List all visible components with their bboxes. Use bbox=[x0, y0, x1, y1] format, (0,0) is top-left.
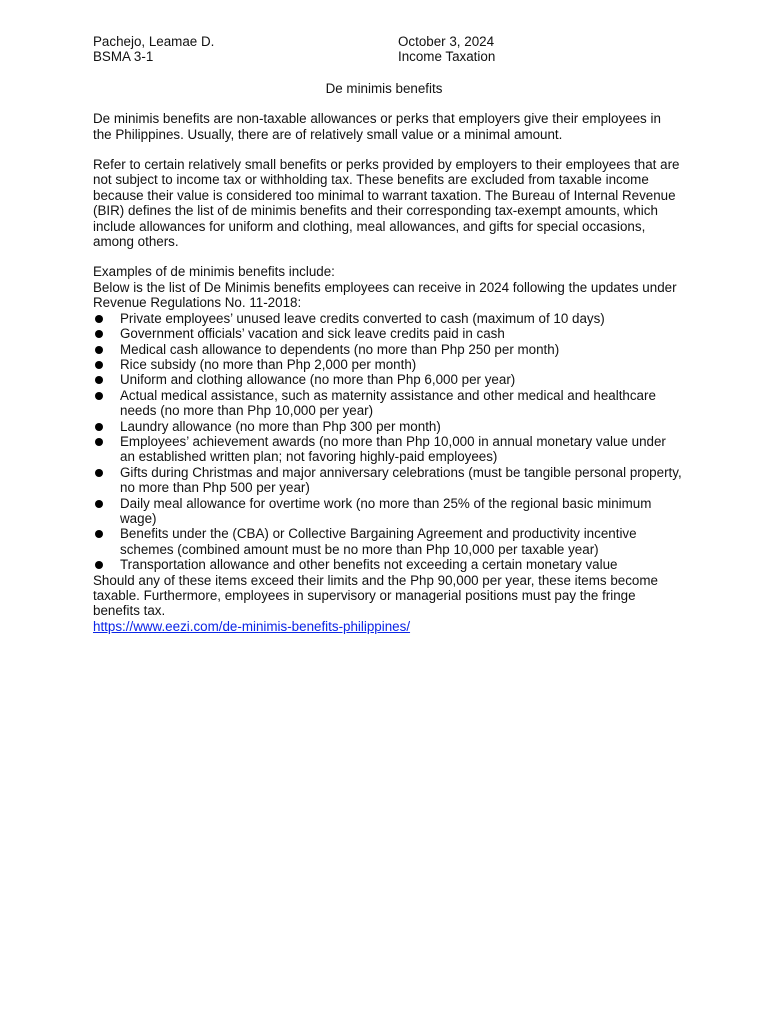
bullet-icon bbox=[95, 469, 103, 477]
list-item bbox=[93, 434, 683, 465]
bullet-icon bbox=[95, 423, 103, 431]
document-header bbox=[93, 34, 683, 65]
list-item-text: Actual medical assistance, such as maternity assistance and other medical and healthcare needs (no more than Php 10,000 per year) bbox=[120, 387, 656, 419]
bullet-icon bbox=[95, 438, 103, 446]
document-title: De minimis benefits bbox=[325, 80, 443, 96]
list-item-text: Laundry allowance (no more than Php 300 per month) bbox=[120, 418, 441, 434]
list-item bbox=[93, 342, 683, 357]
closing-paragraph: Should any of these items exceed their limits and the Php 90,000 per year, these items become taxable. Furthermore, employees in supervisory or managerial positions must pay the fringe benefits tax. bbox=[93, 572, 658, 619]
course-info bbox=[398, 34, 683, 65]
list-item bbox=[93, 388, 683, 419]
examples-heading: Examples of de minimis benefits include: bbox=[93, 264, 335, 280]
bullet-icon bbox=[95, 315, 103, 323]
list-item bbox=[93, 372, 683, 387]
list-item bbox=[93, 419, 683, 434]
bullet-icon bbox=[95, 392, 103, 400]
list-item bbox=[93, 496, 683, 527]
definition-paragraph: Refer to certain relatively small benefits or perks provided by employers to their employees that are not subject to income tax or withholding tax. These benefits are excluded from taxable income because their value is considered too minimal to warrant taxation. The Bureau of Internal Revenue (BIR) defines the list of de minimis benefits and their corresponding tax-exempt amounts, which include allowances for uniform and clothing, meal allowances, and gifts for special occasions, among others. bbox=[93, 157, 680, 250]
course-subject: Income Taxation bbox=[398, 49, 496, 65]
list-item bbox=[93, 357, 683, 372]
student-section: BSMA 3-1 bbox=[93, 49, 154, 65]
list-item bbox=[93, 557, 683, 572]
list-item bbox=[93, 326, 683, 341]
list-item bbox=[93, 526, 683, 557]
bullet-icon bbox=[95, 530, 103, 538]
bullet-icon bbox=[95, 330, 103, 338]
list-item-text: Uniform and clothing allowance (no more than Php 6,000 per year) bbox=[120, 372, 516, 388]
student-name: Pachejo, Leamae D. bbox=[93, 34, 215, 49]
list-item bbox=[93, 311, 683, 326]
list-item-text: Medical cash allowance to dependents (no more than Php 250 per month) bbox=[120, 341, 560, 357]
list-item-text: Daily meal allowance for overtime work (no more than 25% of the regional basic minimum wage) bbox=[120, 495, 652, 526]
student-info bbox=[93, 34, 398, 65]
list-item bbox=[93, 465, 683, 496]
bullet-icon bbox=[95, 500, 103, 508]
document-page bbox=[93, 34, 683, 634]
list-item-text: Transportation allowance and other benefits not exceeding a certain monetary value bbox=[120, 557, 618, 573]
source-link[interactable]: https://www.eezi.com/de-minimis-benefits-philippines/ bbox=[93, 618, 411, 634]
bullet-icon bbox=[95, 561, 103, 569]
bullet-icon bbox=[95, 361, 103, 369]
list-intro: Below is the list of De Minimis benefits employees can receive in 2024 following the updates under Revenue Regulations No. 11-2018: bbox=[93, 279, 677, 311]
list-item-text: Benefits under the (CBA) or Collective Bargaining Agreement and productivity incentive schemes (combined amount must be no more than Php 10,000 per taxable year) bbox=[120, 526, 637, 557]
document-date: October 3, 2024 bbox=[398, 34, 495, 49]
benefits-list bbox=[93, 311, 683, 573]
bullet-icon bbox=[95, 346, 103, 354]
bullet-icon bbox=[95, 376, 103, 384]
list-item-text: Gifts during Christmas and major anniversary celebrations (must be tangible personal property, no more than Php 500 per year) bbox=[120, 464, 682, 496]
list-item-text: Rice subsidy (no more than Php 2,000 per month) bbox=[120, 356, 417, 372]
list-item-text: Employees’ achievement awards (no more than Php 10,000 in annual monetary value under an established written plan; not favoring highly-paid employees) bbox=[120, 433, 666, 465]
list-item-text: Private employees’ unused leave credits converted to cash (maximum of 10 days) bbox=[120, 310, 605, 326]
intro-paragraph: De minimis benefits are non-taxable allowances or perks that employers give their employees in the Philippines. Usually, there are of relatively small value or a minimal amount. bbox=[93, 111, 661, 142]
list-item-text: Government officials’ vacation and sick leave credits paid in cash bbox=[120, 326, 505, 342]
